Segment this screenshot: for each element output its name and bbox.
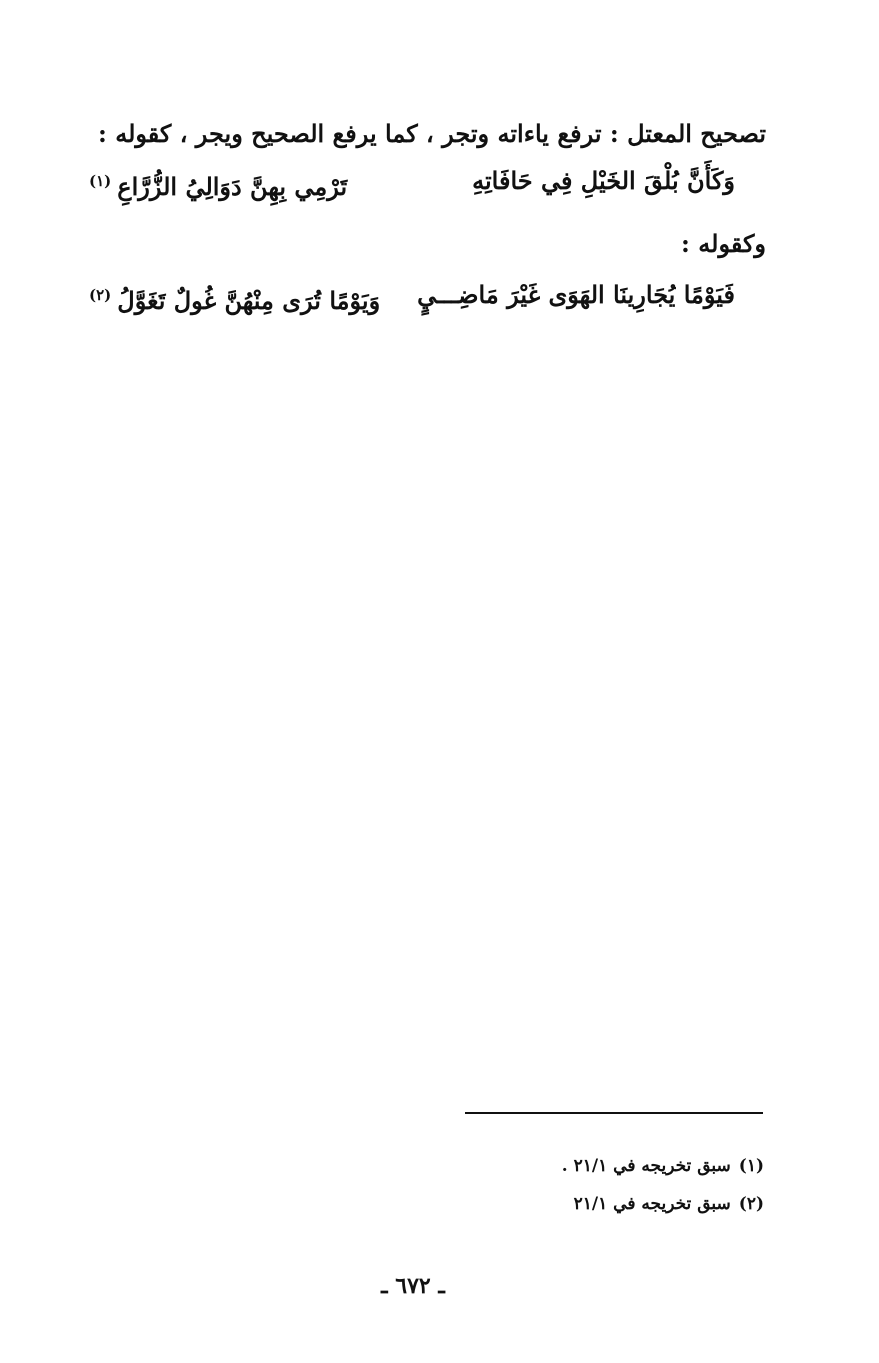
verse-1-second-text: تَرْمِي بِهِنَّ دَوَالِيُ الزُّرَّاعِ xyxy=(117,172,348,201)
verse-1 xyxy=(89,158,779,204)
footnote-separator xyxy=(465,1112,763,1114)
verse-2-first-hemistich: فَيَوْمًا يُجَارِينَا الهَوَى غَيْرَ مَاضِـــيٍ xyxy=(417,280,735,309)
footnote-1-number: (١) xyxy=(738,1156,764,1176)
verse-2 xyxy=(89,272,779,318)
footnote-2-number: (٢) xyxy=(738,1194,764,1214)
footnote-ref-2[interactable]: (٢) xyxy=(89,286,112,304)
second-intro-line: وكقوله : xyxy=(681,229,766,258)
footnote-ref-1[interactable]: (١) xyxy=(89,172,112,190)
footnote-1-text: سبق تخريجه في ٢١/١ . xyxy=(561,1156,731,1176)
verse-1-first-hemistich: وَكَأَنَّ بُلْقَ الخَيْلِ فِي حَافَاتِهِ xyxy=(472,166,735,195)
verse-2-second-hemistich xyxy=(89,272,380,324)
verse-2-second-text: وَيَوْمًا تُرَى مِنْهُنَّ غُولٌ تَغَوَّلُ xyxy=(117,286,381,315)
footnote-1 xyxy=(464,1153,764,1179)
footnote-2-text: سبق تخريجه في ٢١/١ xyxy=(573,1194,731,1214)
page-number: ـ ٦٧٢ ـ xyxy=(381,1273,445,1299)
footnote-2 xyxy=(464,1191,764,1217)
verse-1-second-hemistich xyxy=(89,158,347,210)
intro-line: تصحيح المعتل : ترفع ياءاته وتجر ، كما يرفع الصحيح ويجر ، كقوله : xyxy=(97,119,766,148)
